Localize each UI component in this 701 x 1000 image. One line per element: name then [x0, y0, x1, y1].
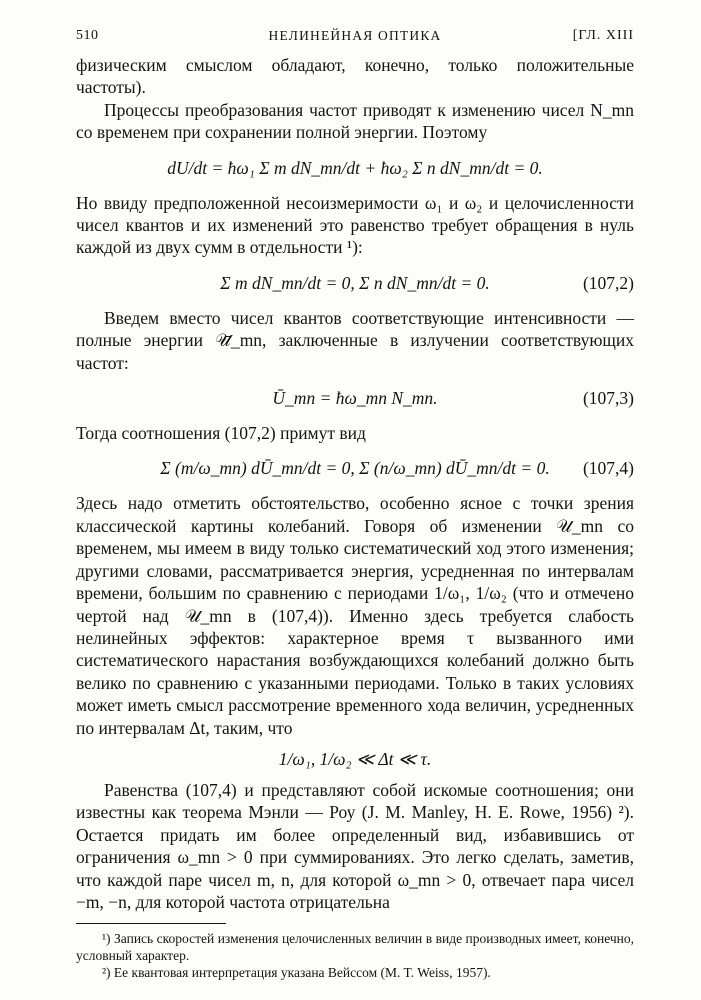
equation-body: dU/dt = ħω₁ Σ m dN_mn/dt + ħω₂ Σ n dN_mn/dt = 0.	[167, 157, 543, 178]
equation-body: 1/ω₁, 1/ω₂ ≪ Δt ≪ τ.	[278, 748, 432, 769]
footnotes	[76, 930, 634, 981]
equation-107-4	[76, 444, 634, 492]
paragraph-5: Тогда соотношения (107,2) примут вид	[76, 423, 366, 444]
chapter-label: [ГЛ. XIII	[572, 28, 634, 43]
equation-body: Σ (m/ω_mn) dŪ_mn/dt = 0, Σ (n/ω_mn) dŪ_mn/dt = 0.	[160, 458, 550, 479]
page-number: 510	[76, 28, 99, 43]
paragraph-7: Равенства (107,4) и представляют собой искомые соотношения; они известны как теорема Мэнли — Роу (J. M. Manley, H. E. Rowe, 1956) ²). Остается придать им более определенный вид, избавившись от ограничения ω_mn > 0 при суммированиях. Это легко сделать, заметив, что каждой паре чисел m, n, для которой ω_mn > 0, отвечает пара чисел −m, −n, для которой частота отрицательна	[76, 779, 634, 912]
page-header	[76, 28, 634, 54]
document-page	[76, 28, 634, 981]
footnote-divider	[76, 923, 226, 924]
running-title: НЕЛИНЕЙНАЯ ОПТИКА	[268, 28, 442, 43]
paragraph-2: Процессы преобразования частот приводят к изменению чисел N_mn со временем при сохранении полной энергии. Поэтому	[76, 99, 634, 143]
equation-107-2	[76, 259, 634, 307]
equation-body: Σ m dN_mn/dt = 0, Σ n dN_mn/dt = 0.	[220, 272, 490, 293]
equation-time-condition	[76, 739, 634, 779]
equation-body: Ū_mn = ħω_mn N_mn.	[272, 388, 438, 409]
paragraph-1: физическим смыслом обладают, конечно, только положительные частоты).	[76, 55, 634, 98]
paragraph-3: Но ввиду предположенной несоизмеримости ω₁ и ω₂ и целочисленности чисел квантов и их изменений это равенство требует обращения в нуль каждой из двух сумм в отдельности ¹):	[76, 192, 634, 258]
equation-number: (107,3)	[582, 388, 634, 409]
paragraph-6: Здесь надо отметить обстоятельство, особенно ясное с точки зрения классической картины колебаний. Говоря об изменении 𝒰_mn со временем, мы имеем в виду только систематический ход этого изменения; другими словами, рассматривается энергия, усредненная по интервалам времени, большим по сравнению с периодами 1/ω₁, 1/ω₂ (что и отмечено чертой над 𝒰_mn в (107,4)). Именно здесь требуется слабость нелинейных эффектов: характерное время τ вызванного ими систематического нарастания возбуждающихся колебаний должно быть велико по сравнению с указанными периодами. Только в таких условиях может иметь смысл рассмотрение временного хода величин, усредненных по интервалам Δt, таким, что	[76, 493, 634, 738]
equation-number: (107,4)	[582, 458, 634, 479]
equation-number: (107,2)	[582, 272, 634, 293]
paragraph-4: Введем вместо чисел квантов соответствующие интенсивности — полные энергии 𝒰̄_mn, заключенные в излучении соответствующих частот:	[76, 307, 634, 373]
equation-energy-rate	[76, 144, 634, 192]
equation-107-3	[76, 374, 634, 422]
footnote-1: ¹) Запись скоростей изменения целочисленных величин в виде производных имеет, конечно, условный характер.	[76, 931, 634, 964]
footnote-2: ²) Ее квантовая интерпретация указана Вейссом (M. T. Weiss, 1957).	[102, 965, 491, 981]
